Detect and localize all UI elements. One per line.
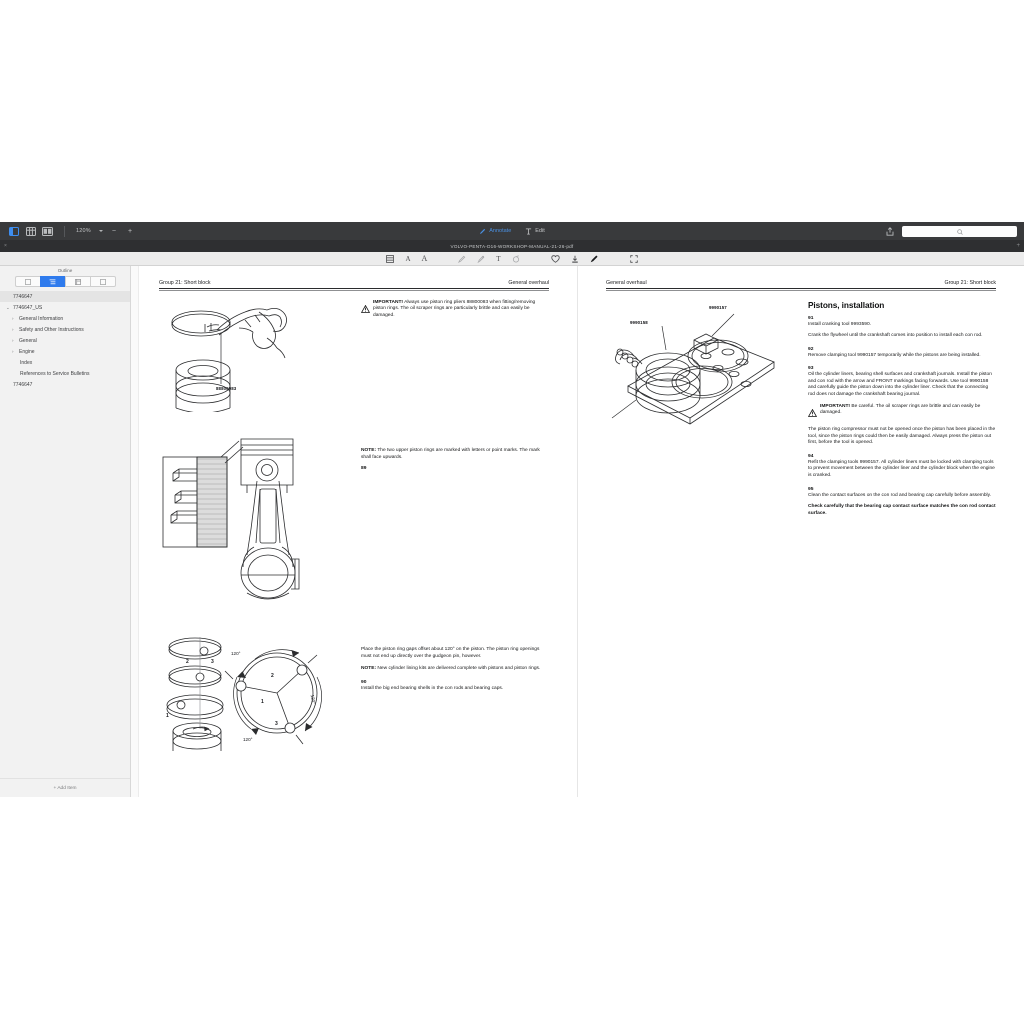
svg-text:120°: 120°	[231, 650, 241, 656]
fullscreen-icon[interactable]	[630, 254, 638, 263]
zoom-out-button[interactable]: −	[111, 227, 116, 235]
stamp-icon[interactable]	[571, 254, 579, 263]
page-icon	[25, 279, 31, 285]
svg-text:2: 2	[186, 658, 189, 665]
step-number-94: 94	[808, 453, 814, 459]
svg-text:120°: 120°	[309, 693, 317, 705]
page-header-right	[606, 280, 996, 288]
text-column-right-page	[808, 300, 996, 523]
outline-item[interactable]	[0, 346, 130, 357]
outline-item[interactable]	[0, 291, 130, 302]
sidebar-footer	[0, 778, 130, 797]
note-paragraph	[361, 448, 549, 461]
step-90-text: Install the big end bearing shells in the con rods and bearing caps.	[361, 686, 504, 692]
warning-triangle-icon	[808, 404, 817, 422]
outline-item[interactable]	[0, 357, 130, 368]
outline-list	[0, 290, 130, 778]
grid-view-icon[interactable]	[25, 226, 36, 236]
figure-column-right	[606, 300, 794, 523]
step-94-text: Refit the clamping tools 9990157. All cylinder liners must be locked with clamping tools to prevent movement between the cylinder liner and the cylinder block when the engine is cranked.	[808, 459, 995, 478]
figure-piston-ring-pliers	[159, 300, 347, 415]
step-93-text: Oil the cylinder liners, bearing shell surfaces and crankshaft journals. Install the piston and con rod with the arrow and FRONT markings facing forwards. Use tool 9990158 and carefully guide the piston down into the cylinder liner. Check that the connecting rod does not damage the crankshaft bearing journal.	[808, 372, 992, 397]
search-icon	[957, 222, 963, 240]
page-left	[131, 266, 578, 797]
sidebar-item-outline[interactable]	[40, 276, 65, 287]
outline-item-label: References to Service Bulletins	[20, 370, 90, 377]
svg-text:3: 3	[275, 720, 278, 727]
marker-icon[interactable]	[477, 254, 485, 263]
step-number-95: 95	[808, 486, 814, 492]
document-title: VOLVO-PENTA-D16-WORKSHOP-MANUAL-21-26-pdf	[450, 243, 574, 249]
sidebar-item-thumbnails[interactable]	[15, 276, 40, 287]
header-rule	[606, 288, 996, 289]
outline-item-label: 7746647_US	[13, 304, 43, 311]
step-91-text-a: Install cranking tool 9993590.	[808, 321, 872, 327]
outline-item[interactable]	[0, 368, 130, 379]
warning-triangle-icon	[361, 300, 370, 319]
outline-item[interactable]	[0, 324, 130, 335]
toolbar-left-group	[0, 226, 135, 237]
text-spacer	[361, 324, 549, 448]
close-tab-button[interactable]: ×	[4, 243, 7, 249]
sidebar-tab-group	[0, 275, 130, 290]
figure-ring-gap-positions	[159, 633, 347, 753]
important-body: Always use piston ring pliers 88800083 when fitting/removing piston rings. The oil scraper rings are particularly brittle and can easily be damaged.	[373, 299, 536, 318]
outline-item[interactable]	[0, 335, 130, 346]
important-extra-body: The piston ring compressor must not be opened once the piston has been placed in the tool, since the piston rings could then be easily damaged. Always press the piston out first, before the tool is opened.	[808, 427, 996, 446]
main-toolbar	[0, 222, 1024, 240]
page-header-group: Group 21: Short block	[944, 280, 996, 286]
outline-item[interactable]	[0, 313, 130, 324]
outline-item-label: Safety and Other Instructions	[19, 326, 84, 333]
page-canvas[interactable]	[131, 266, 1024, 797]
sidebar-toggle-icon[interactable]	[8, 226, 19, 236]
outline-item[interactable]	[0, 379, 130, 390]
twisty-icon[interactable]: ›	[12, 316, 14, 321]
page-columns	[159, 300, 549, 753]
ring-gap-drawing	[159, 633, 324, 751]
annotation-tool-group	[0, 254, 1024, 263]
text-size-a-icon[interactable]: A	[421, 254, 428, 263]
new-tab-button[interactable]: +	[1016, 243, 1020, 249]
figure-callout-label: 88800083	[216, 385, 237, 391]
share-icon[interactable]	[884, 226, 895, 236]
document-tab-bar	[0, 240, 1024, 252]
important-prefix: IMPORTANT!	[373, 299, 404, 305]
pencil-icon	[479, 228, 486, 235]
svg-text:1: 1	[166, 712, 169, 719]
twisty-icon[interactable]: ›	[12, 327, 14, 332]
step-number-89: 89	[361, 466, 367, 472]
step-95-text: Clean the contact surfaces on the con rod and bearing cap carefully before assembly.	[808, 492, 992, 498]
annotate-label: Annotate	[489, 228, 512, 234]
zoom-in-button[interactable]: +	[127, 227, 133, 235]
pdf-viewer-window	[0, 222, 1024, 797]
step-number-92: 92	[808, 346, 814, 352]
twisty-icon[interactable]: ›	[12, 349, 14, 354]
twisty-icon[interactable]: ⌄	[6, 304, 10, 310]
page-right	[578, 266, 1024, 797]
note-body: The two upper piston rings are marked with letters or point marks. The mark shall face upwards.	[361, 448, 540, 460]
important-callout	[361, 300, 549, 320]
piston-ring-pliers-drawing	[159, 300, 309, 412]
twisty-icon[interactable]: ›	[12, 338, 14, 343]
page-header-left	[159, 280, 549, 288]
pencil-icon[interactable]	[458, 254, 466, 263]
step-91-text-b: Crank the flywheel until the crankshaft comes into position to install each con rod.	[808, 333, 983, 339]
page-header-group: Group 21: Short block	[159, 280, 211, 286]
eraser-icon[interactable]	[512, 254, 520, 263]
bookmark-icon	[100, 279, 106, 285]
toolbar-divider	[64, 226, 65, 237]
header-rule-thin	[159, 290, 549, 291]
thumbnail-view-icon[interactable]	[42, 226, 53, 236]
important-prefix: IMPORTANT!	[820, 403, 851, 409]
step-95-bold-text: Check carefully that the bearing cap contact surface matches the con rod contact surface.	[808, 504, 996, 516]
note-prefix: NOTE:	[361, 448, 377, 454]
sidebar-item-bookmarks[interactable]	[90, 276, 116, 287]
page-title: Pistons, installation	[808, 299, 885, 310]
svg-text:2: 2	[271, 672, 274, 679]
note2-body: New cylinder lining kits are delivered complete with pistons and piston rings.	[376, 665, 541, 671]
svg-text:3: 3	[211, 658, 214, 665]
step-number-93: 93	[808, 366, 814, 372]
outline-item-label: Engine	[19, 348, 35, 355]
step-number-91: 91	[808, 315, 814, 321]
figure-callout-9990158: 9990158	[630, 319, 648, 325]
annotation-toolbar	[0, 252, 1024, 266]
outline-item[interactable]	[0, 302, 130, 313]
svg-text:120°: 120°	[243, 736, 253, 742]
figure-column-left	[159, 300, 347, 753]
pen-icon[interactable]	[590, 254, 599, 263]
list-icon	[49, 279, 56, 285]
text-box-icon[interactable]: T	[496, 254, 501, 263]
outline-item-label: 7746647	[13, 293, 33, 300]
page-columns	[606, 300, 996, 523]
outline-item-label: 7746647	[13, 381, 33, 388]
chevron-down-icon[interactable]	[99, 230, 103, 232]
note2-paragraph	[361, 666, 549, 673]
header-rule-thin	[606, 290, 996, 291]
svg-text:1: 1	[261, 698, 264, 705]
annotation-icon	[75, 279, 81, 285]
annotate-button[interactable]	[479, 228, 511, 235]
page-header-section: General overhaul	[508, 280, 549, 286]
text-style-a-icon[interactable]: A	[405, 254, 411, 263]
sidebar-title: Outline	[57, 268, 73, 273]
toolbar-right-group	[884, 226, 1024, 237]
edit-label: Edit	[535, 228, 545, 234]
step-92-text: Remove clamping tool 9990157 temporarily while the pistons are being installed.	[808, 352, 981, 358]
highlight-icon[interactable]	[386, 254, 394, 263]
outline-item-label: Index	[20, 359, 33, 366]
step-number-90: 90	[361, 680, 367, 686]
outline-item-label: General	[19, 337, 37, 344]
figure-clamping-tools	[606, 300, 794, 430]
text-column-left-page	[361, 300, 549, 753]
note2-prefix: NOTE:	[361, 665, 377, 671]
piston-conrod-drawing	[159, 433, 319, 608]
header-rule	[159, 288, 549, 289]
important-body: Be careful. The oil scraper rings are brittle and can easily be damaged.	[820, 403, 981, 416]
important-callout	[808, 404, 996, 423]
page-header-section: General overhaul	[606, 280, 647, 286]
sidebar-item-annotations[interactable]	[65, 276, 90, 287]
text-cursor-icon	[525, 228, 532, 235]
zoom-level-label[interactable]: 120%	[76, 228, 91, 234]
text-spacer	[361, 472, 549, 647]
sidebar-header	[0, 266, 130, 275]
add-item-button[interactable]: + Add Item	[53, 785, 77, 791]
outline-sidebar	[0, 266, 131, 797]
important-text	[373, 300, 549, 320]
edit-button[interactable]	[525, 228, 544, 235]
important-text	[820, 404, 996, 423]
gap-instruction: Place the piston ring gaps offset about 120° on the piston. The piston ring openings must not end up directly over the gudgeon pin, however.	[361, 647, 540, 659]
figure-callout-9990157: 9990157	[709, 304, 727, 310]
outline-item-label: General Information	[19, 315, 64, 322]
figure-piston-conrod	[159, 433, 347, 611]
viewer-body	[0, 266, 1024, 797]
shapes-icon[interactable]	[551, 254, 560, 263]
search-input[interactable]	[902, 226, 1017, 237]
toolbar-center-group	[0, 228, 1024, 235]
